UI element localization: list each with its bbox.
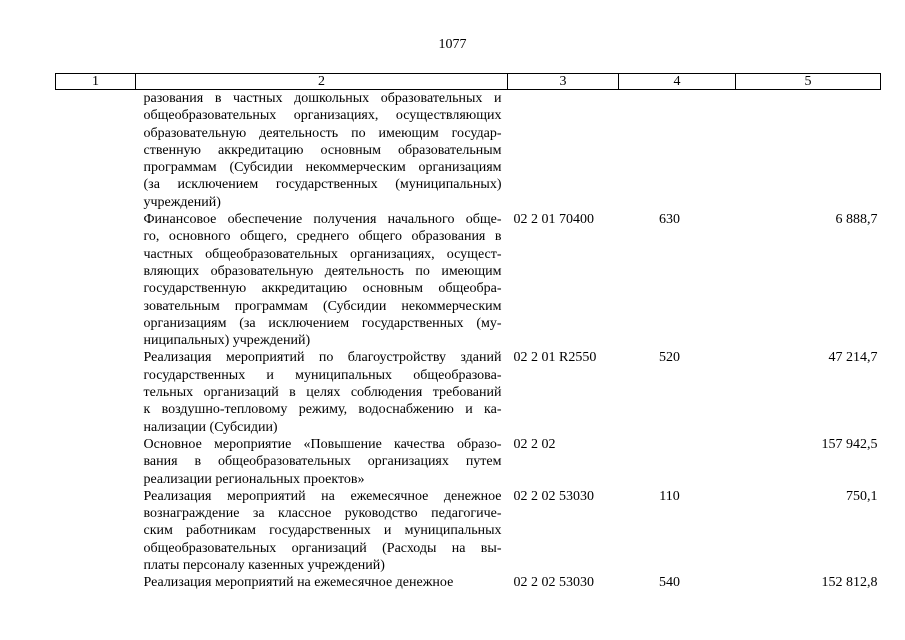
cell-col-1 <box>56 488 136 574</box>
description-line: вания в общеобразовательных организациях путем <box>143 454 502 470</box>
description-line: реализации региональных проектов» <box>143 471 365 487</box>
description-line: образовательную деятельность по имеющим государ- <box>143 125 502 141</box>
expense-type-code: 630 <box>659 212 680 228</box>
cell-col-1 <box>56 349 136 435</box>
amount: 152 812,8 <box>821 575 878 591</box>
item-description <box>136 436 508 488</box>
table-row <box>56 488 881 574</box>
item-description <box>136 90 508 212</box>
description-line: (за исключением государственных (муниципальных) <box>143 177 502 193</box>
description-line: государственную аккредитацию основным общеобра- <box>143 281 502 297</box>
description-line: частных общеобразовательных организациях, осущест- <box>143 246 502 262</box>
item-description <box>136 488 508 574</box>
header-col-5: 5 <box>736 74 881 90</box>
amount: 6 888,7 <box>835 212 878 228</box>
budget-table <box>55 73 881 592</box>
description-line: Реализация мероприятий по благоустройству зданий <box>143 350 502 366</box>
description-line: учреждений) <box>143 194 221 210</box>
item-description <box>136 574 508 591</box>
description-line: к воздушно-тепловому режиму, водоснабжению и ка- <box>143 402 502 418</box>
description-line: организациям (за исключением государственных (му- <box>143 315 502 331</box>
table-row <box>56 90 881 212</box>
page-number: 1077 <box>438 37 467 52</box>
description-line: го, основного общего, среднего общего образования в <box>143 229 502 245</box>
description-line: общеобразовательных организациях, осуществляющих <box>143 108 502 124</box>
table-row <box>56 211 881 349</box>
header-col-4: 4 <box>619 74 736 90</box>
expense-type-code: 520 <box>659 350 680 366</box>
table-row <box>56 574 881 591</box>
header-row <box>56 74 881 90</box>
description-line: разования в частных дошкольных образовательных и <box>143 91 502 106</box>
item-description <box>136 211 508 349</box>
expense-type-code: 540 <box>659 575 680 591</box>
budget-code: 02 2 02 53030 <box>513 488 594 504</box>
cell-col-1 <box>56 90 136 212</box>
budget-code: 02 2 02 <box>513 436 556 452</box>
description-line: общеобразовательных организаций (Расходы на вы- <box>143 540 502 556</box>
description-line: Финансовое обеспечение получения начального обще- <box>143 212 502 228</box>
description-line: платы персоналу казенных учреждений) <box>143 558 385 574</box>
item-description <box>136 349 508 435</box>
description-line: ским работникам государственных и муниципальных <box>143 523 502 539</box>
description-line: Основное мероприятие «Повышение качества образо- <box>143 436 502 452</box>
header-col-2: 2 <box>136 74 508 90</box>
budget-code <box>508 90 619 212</box>
amount: 750,1 <box>846 488 878 504</box>
budget-code: 02 2 01 70400 <box>513 212 594 228</box>
cell-col-1 <box>56 211 136 349</box>
header-col-1: 1 <box>56 74 136 90</box>
table-body <box>56 90 881 592</box>
description-line: зовательным программам (Субсидии некоммерческим <box>143 298 502 314</box>
description-line: Реализация мероприятий на ежемесячное денежное <box>143 488 502 504</box>
expense-type-code <box>619 90 736 212</box>
header-col-3: 3 <box>508 74 619 90</box>
budget-code: 02 2 01 R2550 <box>513 350 597 366</box>
table-header <box>56 74 881 90</box>
description-line: тельных организаций в целях соблюдения требований <box>143 385 502 401</box>
expense-type-code: 110 <box>659 488 680 504</box>
amount <box>736 90 881 212</box>
budget-code: 02 2 02 53030 <box>513 575 594 591</box>
description-line: вляющих образовательную деятельность по имеющим <box>143 263 502 279</box>
description-line: ственную аккредитацию основным образовательным <box>143 142 502 158</box>
table-row <box>56 349 881 435</box>
description-line: Реализация мероприятий на ежемесячное денежное <box>143 575 454 591</box>
description-line: программам (Субсидии некоммерческим организациям <box>143 160 502 176</box>
cell-col-1 <box>56 436 136 488</box>
amount: 157 942,5 <box>821 436 878 452</box>
expense-type-code <box>619 436 736 488</box>
amount: 47 214,7 <box>828 350 878 366</box>
cell-col-1 <box>56 574 136 591</box>
description-line: нализации (Субсидии) <box>143 419 278 435</box>
description-line: вознаграждение за классное руководство педагогиче- <box>143 506 502 522</box>
table-row <box>56 436 881 488</box>
description-line: ниципальных) учреждений) <box>143 333 311 349</box>
description-line: государственных и муниципальных общеобразова- <box>143 367 502 383</box>
